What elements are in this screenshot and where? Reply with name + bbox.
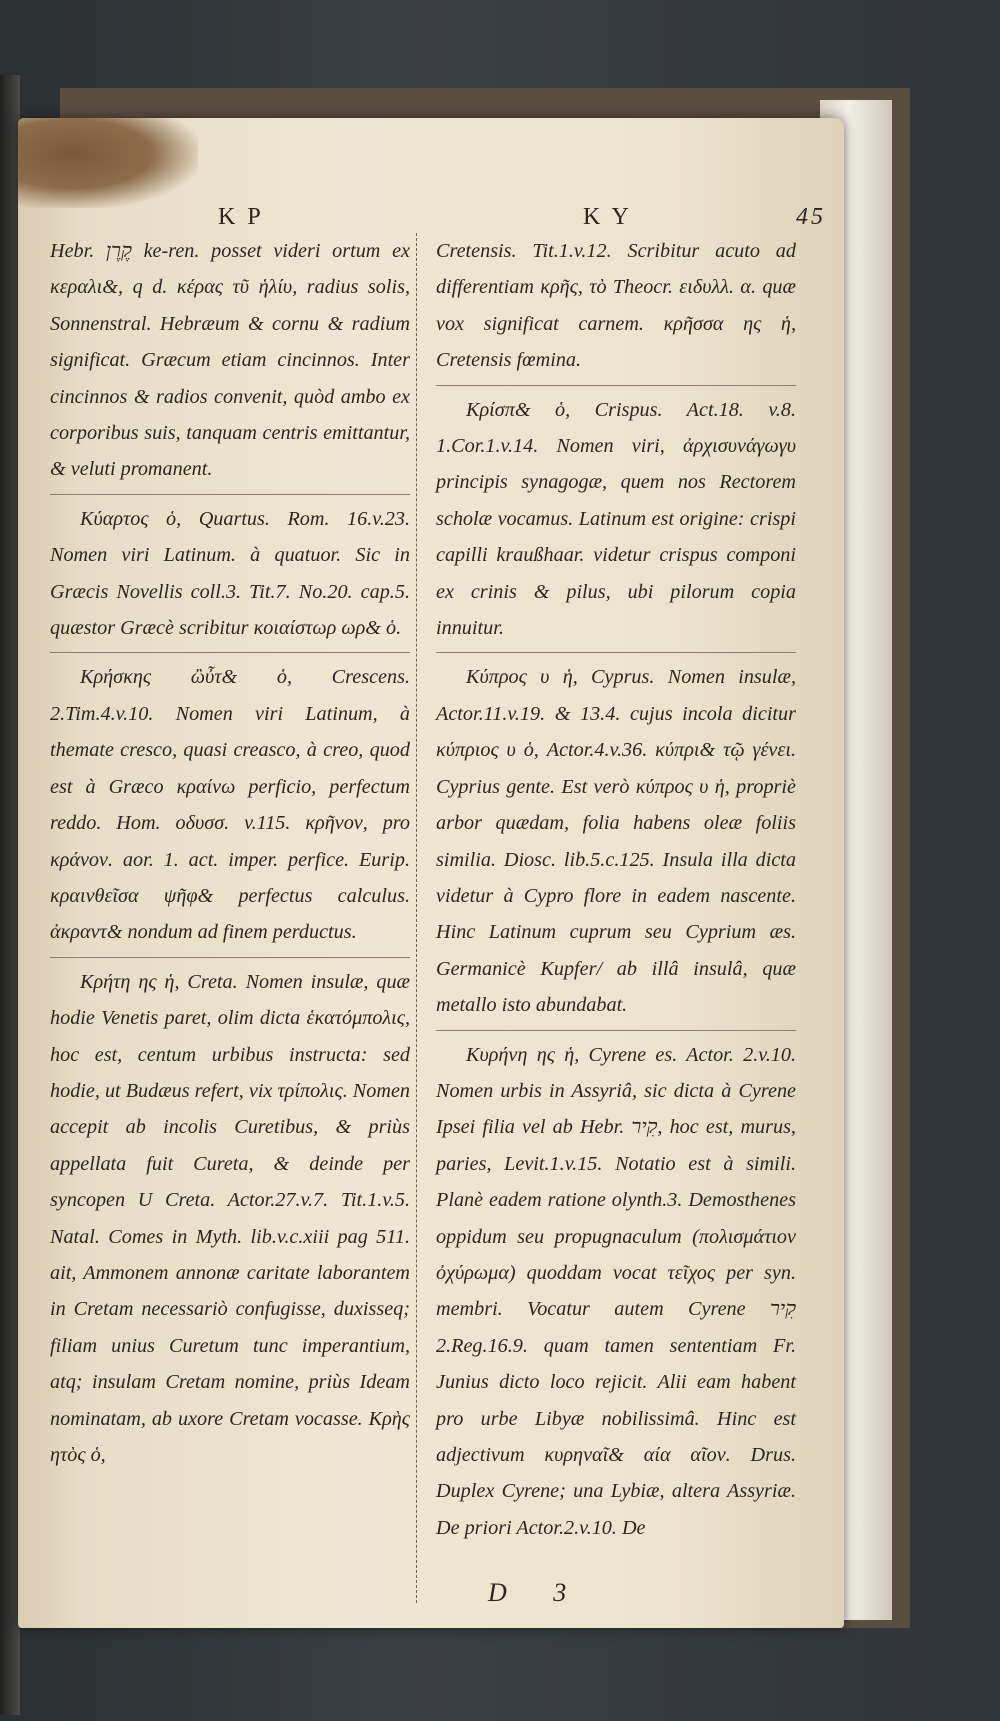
right-running-head: K Y xyxy=(583,204,632,230)
entry-cretensis: Cretensis. Tit.1.v.12. Scribitur acuto ad differentiam κρῆς, τὸ Theocr. ειδυλλ. α. quæ vox significat carnem. κρῆσσα ης ἡ, Cretensis fœmina. xyxy=(436,240,796,372)
signature-mark: D 3 xyxy=(488,1578,587,1607)
left-running-head: K P xyxy=(218,204,264,230)
entry-keren: Hebr. קֶרֶן ke-ren. posset videri ortum ex κεραλι&, q d. κέρας τῦ ἡλίυ, radius solis, Sonnenstral. Hebræum & cornu & radium significat. Græcum etiam cincinnos. Inter cincinnos & radios convenit, quòd ambo ex corporibus suis, tanquam centris emittantur, & veluti promanent. xyxy=(50,240,411,481)
column-divider xyxy=(416,233,418,1603)
entry-crescens: Κρήσκης ὢὖτ& ὁ, Crescens. 2.Tim.4.v.10. Nomen viri Latinum, à themate cresco, quasi creasco, à creo, quod est à Græco κραίνω perficio, perfectum reddo. Hom. οδυσσ. v.115. κρῆνον, pro κράνον. aor. 1. act. imper. perfice. Eurip. κραινθεῖσα ψῆφ& perfectus calculus. ἀκραντ& nondum ad finem perductus. xyxy=(50,652,410,950)
entry-quartus: Κύαρτος ὁ, Quartus. Rom. 16.v.23. Nomen viri Latinum. à quatuor. Sic in Græcis Novellis coll.3. Tit.7. No.20. cap.5. quæstor Græcè scribitur κοιαίστωρ ωρ& ὁ. xyxy=(50,494,410,647)
water-stain xyxy=(18,118,198,208)
entry-creta: Κρήτη ης ἡ, Creta. Nomen insulæ, quæ hodie Venetis paret, olim dicta ἑκατόμπολις, hoc est, centum urbibus instructa: sed hodie, ut Budæus refert, vix τρίπολις. Nomen accepit ab incolis Curetibus, & priùs appellata fuit Cureta, & deinde per syncopen U Creta. Actor.27.v.7. Tit.1.v.5. Natal. Comes in Myth. lib.v.c.xiii pag 511. ait, Ammonem annonæ caritate laborantem in Cretam necessariò confugisse, duxisseq; filiam unius Curetum tunc imperantium, atq; insulam Cretam nomine, priùs Ideam nominatam, ab uxore Cretam vocasse. Κρὴς ητὸς ὁ, xyxy=(50,957,410,1474)
book-page xyxy=(18,118,844,1628)
book-spine xyxy=(0,75,20,1715)
entry-crispus: Κρίσπ& ὁ, Crispus. Act.18. v.8. 1.Cor.1.v.14. Nomen viri, ἀρχισυνάγωγυ principis synagogæ, quem nos Rectorem scholæ vocamus. Latinum est origine: crispi capilli kraußhaar. videtur crispus componi ex crinis & pilus, ubi pilorum copia innuitur. xyxy=(436,385,796,647)
page-number: 45 xyxy=(796,204,826,230)
left-column xyxy=(50,233,410,1473)
entry-cyrene: Κυρήνη ης ἡ, Cyrene es. Actor. 2.v.10. Nomen urbis in Assyriâ, sic dicta à Cyrene Ipsei filia vel ab Hebr. קִיר, hoc est, murus, paries, Levit.1.v.15. Notatio est à simili. Planè eadem ratione olynth.3. Demosthenes oppidum seu propugnaculum (πολισμάτιον ὀχύρωμα) quoddam vocat τεῖχος per syn. membri. Vocatur autem Cyrene קִיר 2.Reg.16.9. quam tamen sententiam Fr. Junius dicto loco rejicit. Alii eam habent pro urbe Libyæ nobilissimâ. Hinc est adjectivum κυρηναῖ& αία αῖον. Drus. Duplex Cyrene; una Lybiæ, altera Assyriæ. De priori Actor.2.v.10. De xyxy=(436,1030,796,1547)
entry-cyprus: Κύπρος υ ἡ, Cyprus. Nomen insulæ, Actor.11.v.19. & 13.4. cujus incola dicitur κύπριος υ ὁ, Actor.4.v.36. κύπρι& τῷ γένει. Cyprius gente. Est verò κύπρος υ ἡ, propriè arbor quædam, folia habens oleæ foliis similia. Diosc. lib.5.c.125. Insula illa dicta videtur à Cypro flore in eadem nascente. Hinc Latinum cuprum seu Cyprium æs. Germanicè Kupfer/ ab illâ insulâ, quæ metallo isto abundabat. xyxy=(436,652,796,1023)
right-column xyxy=(436,233,796,1546)
